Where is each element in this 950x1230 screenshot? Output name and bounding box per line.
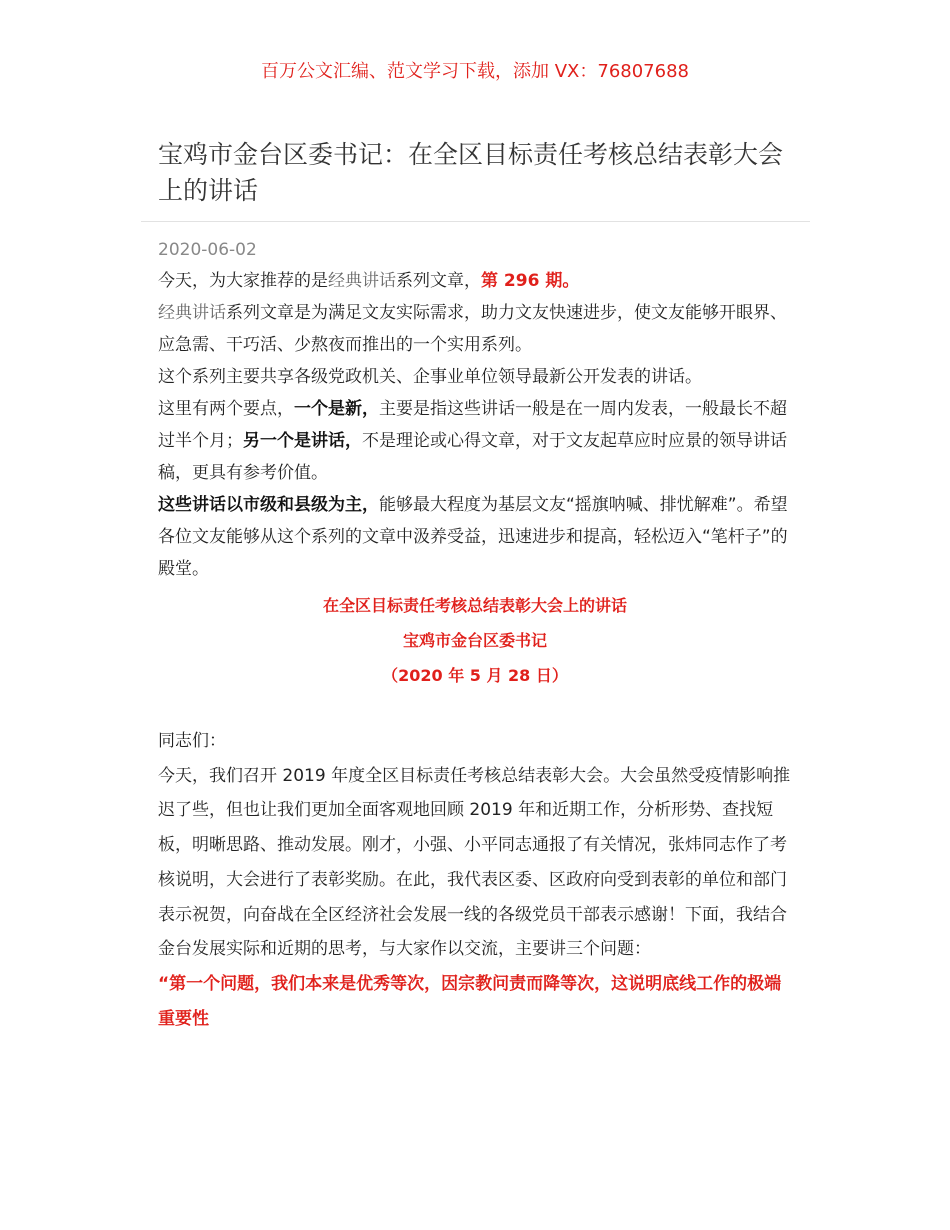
emphasis-text: 一个是新， (294, 399, 379, 419)
issue-number: 第 296 期。 (481, 271, 580, 291)
intro-paragraph-1 (158, 265, 798, 297)
intro-text: 系列文章， (396, 271, 481, 291)
series-name: 经典讲话 (158, 303, 226, 323)
intro-text: 不是理论或心得文章，对于文友起草应时应景的领导讲话稿，更具有参考价值。 (158, 431, 787, 483)
intro-paragraph-2 (158, 297, 798, 361)
intro-paragraph-4 (158, 393, 798, 489)
intro-text: 这里有两个要点， (158, 399, 294, 419)
article-title: 宝鸡市金台区委书记：在全区目标责任考核总结表彰大会上的讲话 (158, 140, 784, 205)
intro-section (158, 265, 798, 585)
speech-date: （2020 年 5 月 28 日） (382, 666, 568, 685)
speech-body (158, 724, 798, 1036)
intro-text: 主要是指这些讲话一般是在一周内发表，一般最长不超过半个月； (158, 399, 787, 451)
emphasis-text: 这些讲话以市级和县级为主， (158, 495, 379, 515)
intro-paragraph-5 (158, 489, 798, 585)
emphasis-text: 另一个是讲话， (243, 431, 362, 451)
intro-text: 今天，为大家推荐的是 (158, 271, 328, 291)
speech-title: 在全区目标责任考核总结表彰大会上的讲话 (322, 596, 627, 615)
salutation: 同志们： (158, 731, 226, 751)
speech-paragraph-1: 今天，我们召开 2019 年度全区目标责任考核总结表彰大会。大会虽然受疫情影响推迟了些，但也让我们更加全面客观地回顾 2019 年和近期工作，分析形势、查找短板，明晰思路、推动发展。刚才，小强、小平同志通报了有关情况，张炜同志作了考核说明，大会进行了表彰奖励。在此，我代表区委、区政府向受到表彰的单位和部门表示祝贺，向奋战在全区经济社会发展一线的各级党员干部表示感谢！下面，我结合金台发展实际和近期的思考，与大家作以交流，主要讲三个问题： (158, 765, 791, 960)
speech-header (0, 588, 950, 693)
series-name: 经典讲话 (328, 271, 396, 291)
speaker-line: 宝鸡市金台区委书记 (402, 631, 547, 650)
section-heading-1: “第一个问题，我们本来是优秀等次，因宗教问责而降等次，这说明底线工作的极端重要性 (158, 973, 782, 1029)
header-note: 百万公文汇编、范文学习下载，添加 VX：76807688 (261, 61, 689, 82)
intro-text: 能够最大程度为基层文友“摇旗呐喊、排忧解难”。希望各位文友能够从这个系列的文章中汲养受益，迅速进步和提高，轻松迈入“笔杆子”的殿堂。 (158, 495, 788, 579)
intro-text: 系列文章是为满足文友实际需求，助力文友快速进步，使文友能够开眼界、应急需、干巧活、少熬夜而推出的一个实用系列。 (158, 303, 787, 355)
intro-paragraph-3: 这个系列主要共享各级党政机关、企事业单位领导最新公开发表的讲话。 (158, 367, 702, 387)
publish-date: 2020-06-02 (158, 240, 257, 260)
title-divider (141, 221, 810, 222)
